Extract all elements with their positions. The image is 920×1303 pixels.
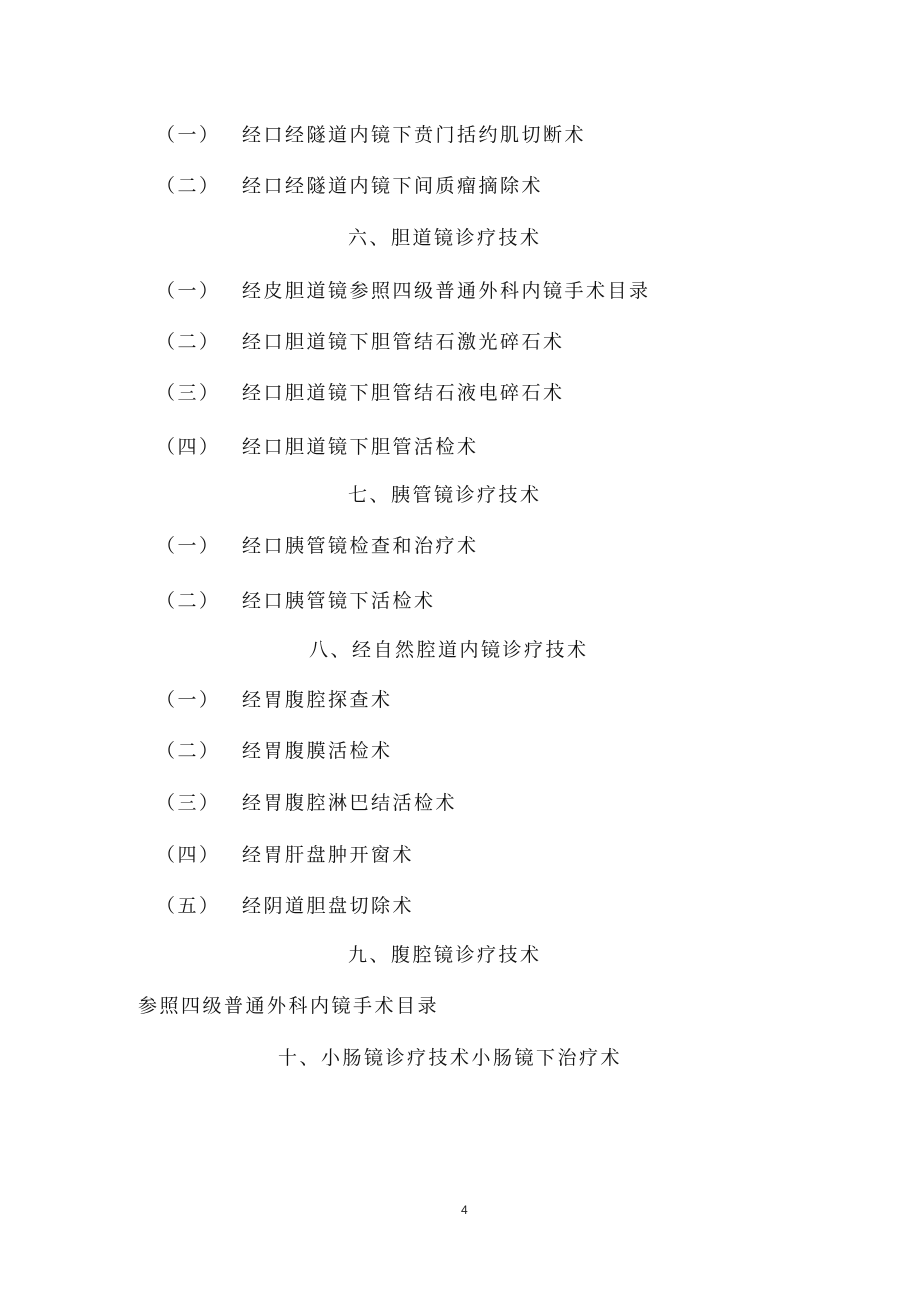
item-number: （四）: [156, 844, 221, 866]
item-text: 经胃腹腔探查术: [242, 689, 393, 711]
item-number: （二）: [156, 331, 221, 353]
item-number: （一）: [156, 280, 221, 302]
item-text: 经口胰管镜检查和治疗术: [242, 535, 479, 557]
page-number: 4: [461, 1203, 468, 1217]
item-text: 经口胆道镜下胆管结石液电碎石术: [242, 382, 565, 404]
item-number: （三）: [156, 792, 221, 814]
item-number: （三）: [156, 382, 221, 404]
section-heading: 十、小肠镜诊疗技术小肠镜下治疗术: [278, 1047, 623, 1069]
section-heading: 七、胰管镜诊疗技术: [348, 484, 542, 506]
item-number: （四）: [156, 436, 221, 458]
section-heading: 九、腹腔镜诊疗技术: [348, 944, 542, 966]
item-text: 经皮胆道镜参照四级普通外科内镜手术目录: [242, 280, 651, 302]
item-number: （一）: [156, 689, 221, 711]
item-number: （二）: [156, 590, 221, 612]
item-text: 经胃腹膜活检术: [242, 740, 393, 762]
section-heading: 八、经自然腔道内镜诊疗技术: [309, 639, 589, 661]
item-text: 经口经隧道内镜下贲门括约肌切断术: [242, 124, 587, 146]
item-number: （二）: [156, 740, 221, 762]
item-text: 经胃肝盘肿开窗术: [242, 844, 415, 866]
item-number: （五）: [156, 895, 221, 917]
section-heading: 六、胆道镜诊疗技术: [348, 227, 542, 249]
item-text: 经口胆道镜下胆管结石激光碎石术: [242, 331, 565, 353]
item-number: （一）: [156, 535, 221, 557]
item-text: 经口经隧道内镜下间质瘤摘除术: [242, 175, 544, 197]
item-text: 经口胆道镜下胆管活检术: [242, 436, 479, 458]
item-number: （二）: [156, 175, 221, 197]
item-text: 经口胰管镜下活检术: [242, 590, 436, 612]
item-number: （一）: [156, 124, 221, 146]
paragraph: 参照四级普通外科内镜手术目录: [138, 995, 440, 1017]
item-text: 经胃腹腔淋巴结活检术: [242, 792, 458, 814]
item-text: 经阴道胆盘切除术: [242, 895, 415, 917]
